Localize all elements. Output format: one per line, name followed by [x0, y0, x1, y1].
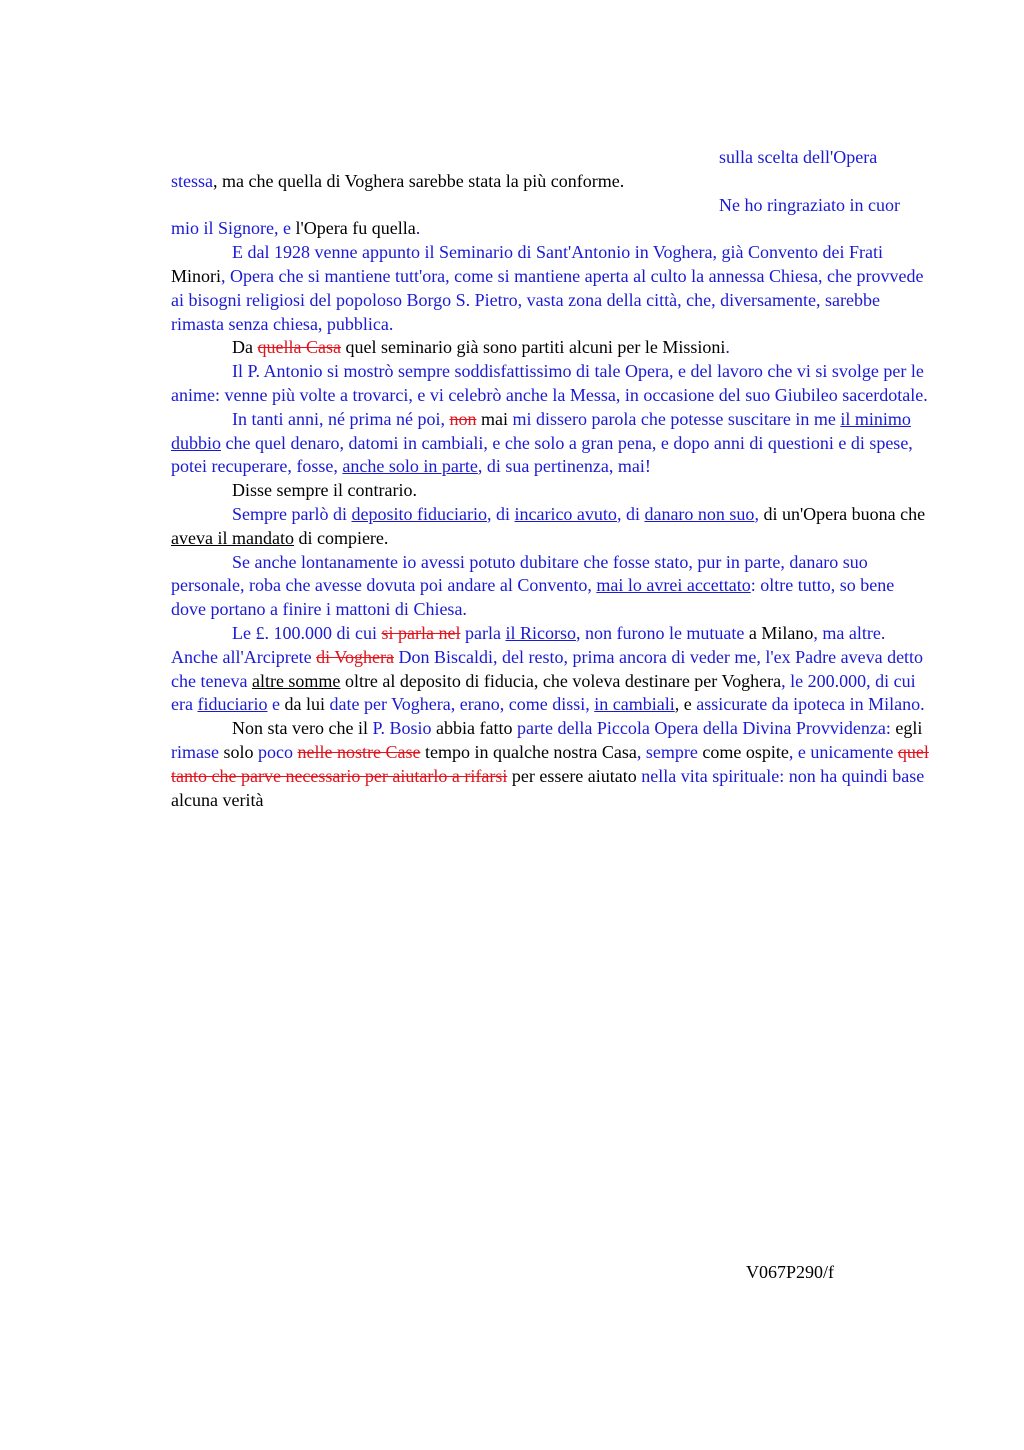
text-run: Da: [232, 337, 258, 358]
text-run: solo: [218, 741, 258, 762]
text-run: alcuna verità: [171, 789, 264, 810]
text-run: .: [415, 218, 421, 239]
text-run: quel seminario già sono partiti alcuni per le Missioni: [340, 337, 726, 358]
document-body: [171, 146, 929, 812]
underlined-text: mai lo avrei accettato: [596, 575, 751, 596]
strikethrough-text: quella Casa: [257, 337, 341, 358]
text-run: a Milano: [748, 622, 814, 643]
text-run: , le 200.000, di cui era: [171, 670, 916, 715]
underlined-text: danaro non suo: [644, 503, 755, 524]
underlined-text: aveva il mandato: [171, 527, 294, 548]
strikethrough-text: di Voghera: [316, 646, 394, 667]
text-run: Disse sempre il contrario.: [232, 480, 417, 501]
text-run: , e unicamente: [788, 741, 898, 762]
text-run: , e: [674, 694, 697, 715]
paragraph-8: [171, 622, 929, 717]
text-run: mai: [476, 408, 508, 429]
underlined-text: anche solo in parte: [342, 456, 478, 477]
text-run: sulla scelta dell'Opera: [719, 147, 878, 167]
text-run: nella vita spirituale: non ha quindi base: [641, 765, 925, 786]
text-run: stessa: [171, 170, 213, 191]
line-3: [171, 194, 929, 218]
text-run: assicurate da ipoteca in Milano.: [696, 694, 925, 715]
underlined-text: altre somme: [251, 670, 341, 691]
underlined-text: fiduciario: [197, 694, 268, 715]
text-run: , Opera che si mantiene tutt'ora, come si mantiene aperta al culto la annessa Chiesa, che provvede ai bisogni religiosi del popoloso Borgo S. Pietro, vasta zona della città, che, diversamente, sarebbe rimasta senza chiesa, pubblica.: [171, 265, 924, 334]
underlined-text: il minimo dubbio: [171, 408, 911, 453]
text-run: Se anche lontanamente io avessi potuto dubitare che fosse stato, pur in parte, danaro suo personale, roba che avesse dovuta poi andare al Convento,: [171, 551, 868, 596]
text-run: mi dissero parola che potesse suscitare in me: [507, 408, 841, 429]
text-run: abbia fatto: [431, 718, 517, 739]
text-run: In tanti anni, né prima né poi,: [232, 408, 450, 429]
text-run: date per Voghera, erano, come dissi,: [329, 694, 595, 715]
text-run: Sempre parlò di: [232, 503, 352, 524]
underlined-text: il Ricorso: [505, 622, 576, 643]
paragraph-6: [171, 503, 929, 551]
text-run: parte della Piccola Opera della Divina Provvidenza:: [516, 718, 896, 739]
text-run: l'Opera fu quella: [295, 218, 416, 239]
paragraph-2: [171, 336, 929, 360]
paragraph-7: [171, 551, 929, 622]
text-run: : oltre tutto, so bene dove portano a finire i mattoni di Chiesa.: [171, 575, 895, 620]
strikethrough-text: quel tanto che parve necessario per aiutarlo a rifarsi: [171, 741, 929, 786]
text-run: e: [267, 694, 285, 715]
text-run: di un'Opera buona che: [758, 503, 926, 524]
line-2: [171, 170, 929, 194]
underlined-text: incarico avuto: [514, 503, 617, 524]
text-run: Le £. 100.000 di cui: [232, 622, 382, 643]
paragraph-5: [171, 479, 929, 503]
text-run: .: [725, 337, 730, 358]
line-1: [171, 146, 929, 170]
strikethrough-text: nelle nostre Case: [297, 741, 421, 762]
text-run: rimase: [171, 741, 219, 762]
paragraph-9: [171, 717, 929, 812]
text-run: come ospite: [697, 741, 789, 762]
text-run: Ne ho ringraziato in cuor: [719, 194, 900, 215]
paragraph-1: [171, 241, 929, 336]
text-run: tempo in qualche nostra Casa: [420, 741, 637, 762]
line-4: [171, 217, 929, 241]
text-run: E dal 1928 venne appunto il Seminario di Sant'Antonio in Voghera, già Convento dei Frati: [232, 242, 883, 263]
text-run: , di sua pertinenza, mai!: [477, 456, 651, 477]
text-run: di compiere.: [293, 527, 389, 548]
text-run: da lui: [284, 694, 330, 715]
text-run: Non sta vero che il: [232, 718, 373, 739]
paragraph-3: [171, 360, 929, 408]
underlined-text: deposito fiduciario: [351, 503, 487, 524]
text-run: parla: [460, 622, 506, 643]
text-run: , ma altre. Anche all'Arciprete: [171, 622, 886, 667]
strikethrough-text: si parla nel: [381, 622, 461, 643]
text-run: Don Biscaldi, del resto, prima ancora di veder me, l'ex Padre aveva detto che teneva: [171, 646, 924, 691]
underlined-text: in cambiali: [594, 694, 675, 715]
text-run: , ma che quella di Voghera sarebbe stata la più conforme.: [213, 170, 625, 191]
strikethrough-text: non: [449, 408, 477, 429]
text-run: egli: [895, 718, 923, 739]
text-run: che quel denaro, datomi in cambiali, e che solo a gran pena, e dopo anni di questioni e di spese, potei recuperare, fosse,: [171, 432, 913, 477]
paragraph-4: [171, 408, 929, 479]
page-code: V067P290/f: [746, 1262, 835, 1282]
text-run: poco: [258, 741, 293, 762]
text-run: , di: [616, 503, 645, 524]
text-run: oltre al deposito di fiducia, che voleva destinare per Voghera: [340, 670, 782, 691]
text-run: P. Bosio: [372, 718, 432, 739]
text-run: ,: [754, 503, 759, 524]
text-run: Il P. Antonio si mostrò sempre soddisfattissimo di tale Opera, e del lavoro che vi si svolge per le anime: venne più volte a trovarci, e vi celebrò anche la Messa, in occasione del suo Giubileo sacerdotale.: [171, 361, 928, 405]
text-run: Minori: [171, 265, 222, 286]
text-run: mio il Signore, e: [171, 218, 296, 239]
text-run: , non furono le mutuate: [575, 622, 749, 643]
text-run: , di: [486, 503, 515, 524]
text-run: per essere aiutato: [507, 765, 642, 786]
text-run: , sempre: [636, 741, 698, 762]
